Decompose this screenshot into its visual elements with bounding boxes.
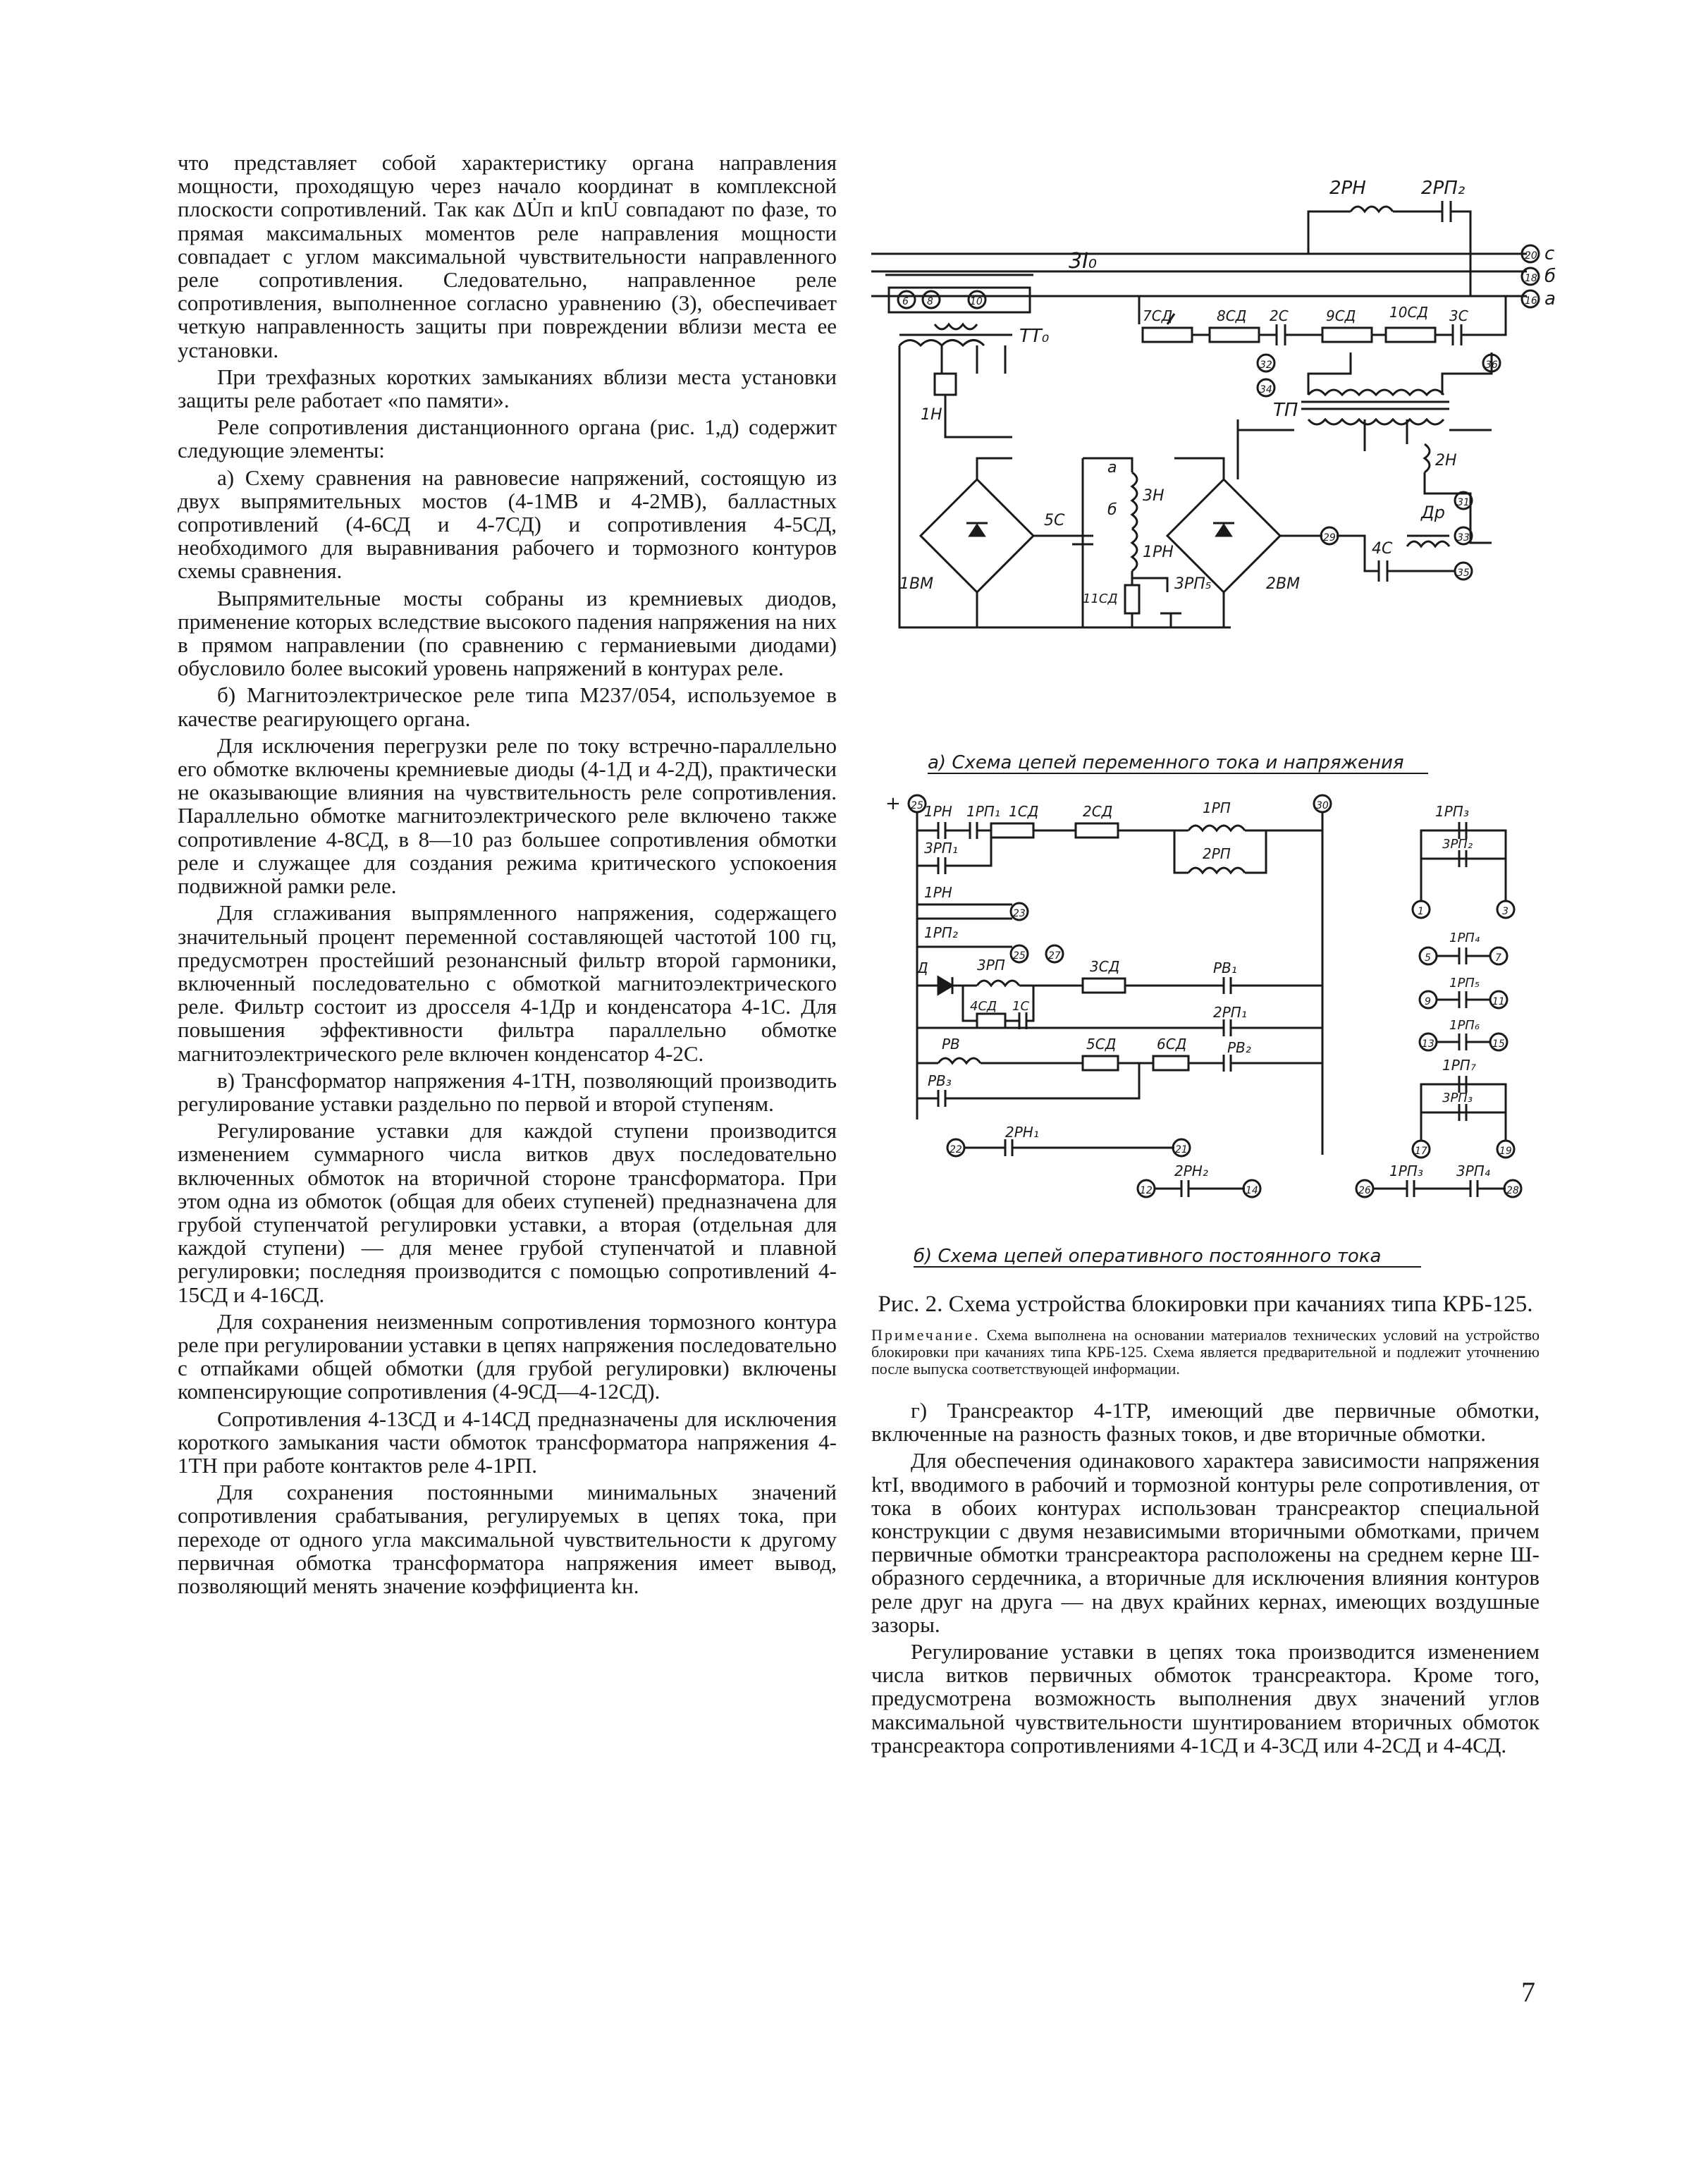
svg-text:8: 8 — [927, 296, 933, 307]
paragraph: что представляет собой характеристику органа направления мощности, проходящую через начало координат в комплексной плоскости сопротивлений. Так как ΔU̇п и kпU̇ совпадают по фазе, то прямая максимальных моментов реле направления мощности совпадает с углом максимальной чувствительности направленного реле сопротивления. Следовательно, направленное реле сопротивления, выполненное согласно уравнению (3), обеспечивает четкую направленность защиты при повреждении вблизи места ее установки. — [178, 150, 837, 362]
terminal-6 — [898, 291, 915, 308]
cap-1s: 1С — [1012, 999, 1030, 1014]
resistor-10sd — [1386, 328, 1435, 342]
contact-1rp3-b: 1РП₃ — [1389, 1163, 1423, 1179]
paragraph: в) Трансформатор напряжения 4-1ТН, позволяющий производить регулирование уставки раздельно по первой и второй ступеням. — [178, 1067, 837, 1116]
contact-1rp1: 1РП₁ — [966, 803, 1000, 820]
terminal-5 — [1420, 947, 1437, 964]
contact-rv2: РВ₂ — [1227, 1039, 1251, 1056]
paragraph: При трехфазных коротких замыканиях вблизи места установки защиты реле работает «по памяти». — [178, 364, 837, 413]
terminal-17 — [1413, 1141, 1430, 1158]
terminal-13 — [1420, 1034, 1437, 1050]
terminal-3 — [1497, 901, 1514, 918]
phase-b-label: б — [1544, 266, 1556, 287]
cap-2s-label: 2С — [1270, 307, 1289, 324]
winding-3n-label: 3Н — [1143, 487, 1165, 505]
resistor-9sd-label: 9СД — [1326, 307, 1356, 324]
svg-text:25: 25 — [1013, 950, 1026, 962]
svg-text:32: 32 — [1260, 360, 1272, 371]
resistor-3sd: 3СД — [1090, 958, 1120, 975]
terminal-32 — [1258, 355, 1274, 372]
resistor-10sd-label: 10СД — [1389, 304, 1429, 321]
contact-1rn-b: 1РН — [924, 884, 952, 901]
contact-1rp6: 1РП₆ — [1449, 1018, 1480, 1033]
terminal-9 — [1420, 991, 1437, 1008]
cap-5s-label: 5С — [1044, 512, 1065, 529]
contact-3rp1: 3РП₁ — [924, 840, 958, 857]
contact-3rp4: 3РП₄ — [1456, 1163, 1490, 1179]
paragraph: г) Трансреактор 4-1ТР, имеющий две первичные обмотки, включенные на разность фазных токов, и две вторичные обмотки. — [871, 1398, 1540, 1447]
coil-2rp: 2РП — [1203, 845, 1231, 862]
resistor-5sd: 5СД — [1086, 1036, 1117, 1053]
terminal-35 — [1455, 563, 1472, 579]
current-label: 3I₀ — [1069, 249, 1097, 274]
coil-3rp: 3РП — [977, 957, 1005, 974]
contact-1rp4: 1РП₄ — [1449, 931, 1480, 945]
paragraph: Для исключения перегрузки реле по току встречно-параллельно его обмотке включены кремниевые диоды (4-1Д и 4-2Д), практически не оказывающие влияния на чувствительность реле сопротивления. Параллельно обмотке магнитоэлектрического реле включено также сопротивление 4-8СД, в 8—10 раз большее сопротивления обмотки реле и служащее для создания режима критического успокоения подвижной рамки реле. — [178, 732, 837, 899]
terminal-29 — [1321, 527, 1338, 544]
relay-1rn-label: 1РН — [1143, 544, 1174, 561]
contact-2rp1: 2РП₁ — [1213, 1004, 1247, 1021]
terminal-14 — [1243, 1180, 1260, 1197]
svg-text:1: 1 — [1418, 906, 1424, 917]
terminal-33 — [1455, 527, 1472, 544]
svg-text:13: 13 — [1422, 1038, 1434, 1050]
svg-text:26: 26 — [1358, 1185, 1371, 1196]
svg-text:9: 9 — [1425, 996, 1431, 1007]
svg-text:15: 15 — [1492, 1038, 1505, 1050]
svg-text:6: 6 — [902, 296, 909, 307]
page-number: 7 — [1521, 1976, 1535, 2008]
phase-c-label: с — [1544, 243, 1555, 264]
svg-text:2ВМ: 2ВМ — [1266, 575, 1301, 593]
paragraph: Сопротивления 4-13СД и 4-14СД предназначены для исключения короткого замыкания части обмоток трансформатора напряжения 4-1ТН при работе контактов реле 4-1РП. — [178, 1406, 837, 1478]
terminal-16 — [1522, 290, 1539, 307]
terminal-26 — [1356, 1180, 1373, 1197]
relay-2rn-label: 2РН — [1329, 178, 1366, 199]
note-label: Примечание. — [871, 1326, 981, 1344]
paragraph: б) Магнитоэлектрическое реле типа М237/054, используемое в качестве реагирующего органа. — [178, 682, 837, 731]
svg-text:23: 23 — [1013, 908, 1026, 919]
contact-3rp5-label: 3РП₅ — [1174, 575, 1212, 593]
terminal-25 — [909, 795, 926, 812]
resistor-11sd-label: 11СД — [1083, 591, 1118, 606]
contact-3rp3: 3РП₃ — [1442, 1091, 1473, 1105]
svg-text:35: 35 — [1457, 568, 1470, 579]
paragraph: Для сглаживания выпрямленного напряжения, содержащего значительный процент переменной составляющей частотой 100 гц, предусмотрен простейший резонансный фильтр второй гармоники, включенный последовательно с обмоткой магнитоэлектрического реле. Фильтр состоит из дросселя 4-1Др и конденсатора 4-1С. Для повышения эффективности фильтра параллельно обмотке магнитоэлектрического реле включен конденсатор 4-2С. — [178, 900, 837, 1066]
plus-label: + — [885, 793, 901, 814]
terminal-15 — [1490, 1034, 1507, 1050]
contact-1rp5: 1РП₅ — [1449, 976, 1480, 990]
contact-1rp3: 1РП₃ — [1435, 803, 1469, 820]
resistor-8sd-label: 8СД — [1217, 307, 1247, 324]
resistor-7sd — [1143, 328, 1192, 342]
resistor-1sd: 1СД — [1009, 803, 1039, 820]
svg-text:33: 33 — [1457, 532, 1470, 544]
coil-1rp: 1РП — [1203, 799, 1231, 816]
svg-text:16: 16 — [1525, 295, 1537, 307]
svg-text:11: 11 — [1492, 996, 1505, 1007]
phase-a-label: а — [1544, 288, 1556, 309]
svg-text:19: 19 — [1499, 1146, 1512, 1157]
svg-text:29: 29 — [1323, 532, 1336, 544]
svg-text:27: 27 — [1048, 950, 1061, 962]
diagram-dc-circuit — [871, 788, 1540, 1282]
contact-rv3: РВ₃ — [928, 1072, 952, 1089]
terminal-1 — [1413, 901, 1430, 918]
resistor-4sd: 4СД — [970, 999, 997, 1014]
svg-text:21: 21 — [1175, 1144, 1188, 1155]
terminal-34 — [1258, 379, 1274, 396]
contact-2rp2-label: 2РП₂ — [1421, 178, 1466, 199]
paragraph: Реле сопротивления дистанционного органа (рис. 1,д) содержит следующие элементы: — [178, 415, 837, 463]
winding-1n-core — [935, 374, 956, 395]
cap-4s-label: 4С — [1372, 540, 1393, 558]
svg-text:22: 22 — [950, 1144, 962, 1155]
cap-3s-label: 3С — [1449, 307, 1468, 324]
contact-3rp2: 3РП₂ — [1442, 837, 1473, 852]
svg-text:7: 7 — [1495, 952, 1501, 964]
paragraph: Для сохранения постоянными минимальных значений сопротивления срабатывания, регулируемых в цепях тока, при переходе от одного угла максимальной чувствительности к другому первичная обмотка трансформатора напряжения имеет вывод, позволяющий менять значение коэффициента kн. — [178, 1480, 837, 1598]
ct-label: ТТ₀ — [1019, 326, 1050, 347]
winding-2n-label: 2Н — [1435, 452, 1457, 470]
svg-text:31: 31 — [1457, 497, 1470, 508]
terminal-28 — [1504, 1180, 1521, 1197]
resistor-9sd — [1322, 328, 1372, 342]
svg-text:17: 17 — [1415, 1146, 1427, 1157]
contact-rv1: РВ₁ — [1213, 959, 1237, 976]
terminal-12 — [1138, 1180, 1155, 1197]
svg-text:20: 20 — [1525, 250, 1537, 262]
terminal-27 — [1046, 945, 1063, 962]
right-text-column — [871, 1292, 1540, 1760]
resistor-6sd: 6СД — [1157, 1036, 1187, 1053]
svg-text:10: 10 — [970, 296, 983, 307]
contact-2rn1: 2РН₁ — [1005, 1124, 1039, 1141]
svg-text:36: 36 — [1485, 360, 1498, 371]
resistor-7sd-label: 7СД — [1143, 307, 1173, 324]
diagram-b-title: б) Схема цепей оперативного постоянного тока — [914, 1246, 1382, 1267]
terminal-8 — [923, 291, 940, 308]
paragraph: Выпрямительные мосты собраны из кремниевых диодов, применение которых вследствие высокого падения напряжения на них в прямом направлении (по сравнению с германиевыми диодами) обусловило более высокий уровень напряжений в контурах реле. — [178, 585, 837, 681]
diagram-a-title: а) Схема цепей переменного тока и напряжения — [928, 752, 1404, 773]
paragraph: Для обеспечения одинакового характера зависимости напряжения kтI, вводимого в рабочий и тормозной контуры реле сопротивления, от тока в обоих контурах использован трансреактор специальной конструкции с двумя независимыми вторичными обмотками, причем первичные обмотки трансреактора расположены на среднем керне Ш-образного сердечника, а вторичные для исключения влияния контуров реле друг на друга — на двух крайних кернах, имеющих воздушные зазоры. — [871, 1448, 1540, 1637]
svg-text:18: 18 — [1525, 273, 1537, 284]
terminal-25b — [1011, 945, 1028, 962]
svg-text:5: 5 — [1425, 952, 1431, 964]
diagram-ac-circuit — [871, 162, 1556, 783]
paragraph: Регулирование уставки в цепях тока производится изменением числа витков первичных обмоток трансреактора. Кроме того, предусмотрена возможность выполнения двух значений углов максимальной чувствительности шунтированием вторичных обмоток трансреактора сопротивлениями 4-1СД и 4-3СД или 4-2СД и 4-4СД. — [871, 1639, 1540, 1758]
resistor-2sd: 2СД — [1083, 803, 1113, 820]
terminal-23 — [1011, 903, 1028, 920]
terminal-11 — [1490, 991, 1507, 1008]
contact-1rp2: 1РП₂ — [924, 924, 958, 941]
svg-text:34: 34 — [1260, 384, 1272, 395]
resistor-8sd — [1210, 328, 1259, 342]
tp-label: ТП — [1273, 400, 1298, 421]
paragraph: Для сохранения неизменным сопротивления тормозного контура реле при регулировании уставки в цепях напряжения последовательно с отпайками общей обмотки (для грубой регулировки) включены компенсирующие сопротивления (4-9СД—4-12СД). — [178, 1308, 837, 1404]
contact-2rn2: 2РН₂ — [1174, 1163, 1208, 1179]
coil-rv: РВ — [942, 1036, 960, 1053]
bridge-1vm — [899, 479, 1033, 593]
terminal-30 — [1314, 795, 1331, 812]
contact-1rp7: 1РП₇ — [1442, 1057, 1476, 1074]
figure-note — [871, 1327, 1540, 1378]
terminal-31 — [1455, 492, 1472, 509]
winding-1n-label: 1Н — [921, 406, 942, 424]
terminal-19 — [1497, 1141, 1514, 1158]
paragraph: а) Схему сравнения на равновесие напряжений, состоящую из двух выпрямительных мостов (4-1МВ и 4-2МВ), балластных сопротивлений (4-6СД и 4-7СД) и сопротивления 4-5СД, необходимого для выравнивания рабочего и тормозного контуров схемы сравнения. — [178, 465, 837, 584]
note-text: Схема выполнена на основании материалов технических условий на устройство блокировки при качаниях типа КРБ-125. Схема является предварительной и подлежит уточнению после выпуска соответствующей информации. — [871, 1326, 1540, 1378]
svg-text:25: 25 — [911, 800, 923, 811]
terminal-21 — [1173, 1139, 1190, 1156]
point-a-label: а — [1107, 459, 1117, 477]
svg-text:1ВМ: 1ВМ — [899, 575, 934, 593]
terminal-20 — [1522, 245, 1539, 262]
point-b-label: б — [1107, 501, 1117, 519]
svg-text:30: 30 — [1316, 800, 1329, 811]
terminal-18 — [1522, 268, 1539, 285]
contact-1rn: 1РН — [924, 803, 952, 820]
svg-text:3: 3 — [1502, 906, 1509, 917]
terminal-22 — [947, 1139, 964, 1156]
paragraph: Регулирование уставки для каждой ступени производится изменением суммарного числа витков двух последовательно включенных обмоток на вторичной стороне трансформатора. При этом одна из обмоток (общая для обеих ступеней) предназначена для грубой ступенчатой регулировки уставки, а вторая (отдельная для каждой ступени) — для менее грубой ступенчатой и плавной регулировки; последняя производится с помощью сопротивлений 4-15СД и 4-16СД. — [178, 1118, 837, 1307]
figure-caption: Рис. 2. Схема устройства блокировки при качаниях типа КРБ-125. — [878, 1292, 1533, 1317]
terminal-10 — [969, 291, 985, 308]
choke-label: Др — [1421, 503, 1445, 522]
svg-text:12: 12 — [1140, 1185, 1153, 1196]
svg-text:28: 28 — [1506, 1185, 1519, 1196]
svg-text:14: 14 — [1246, 1185, 1258, 1196]
left-text-column — [178, 151, 837, 1601]
diode-label: Д — [917, 959, 928, 976]
terminal-7 — [1490, 947, 1507, 964]
